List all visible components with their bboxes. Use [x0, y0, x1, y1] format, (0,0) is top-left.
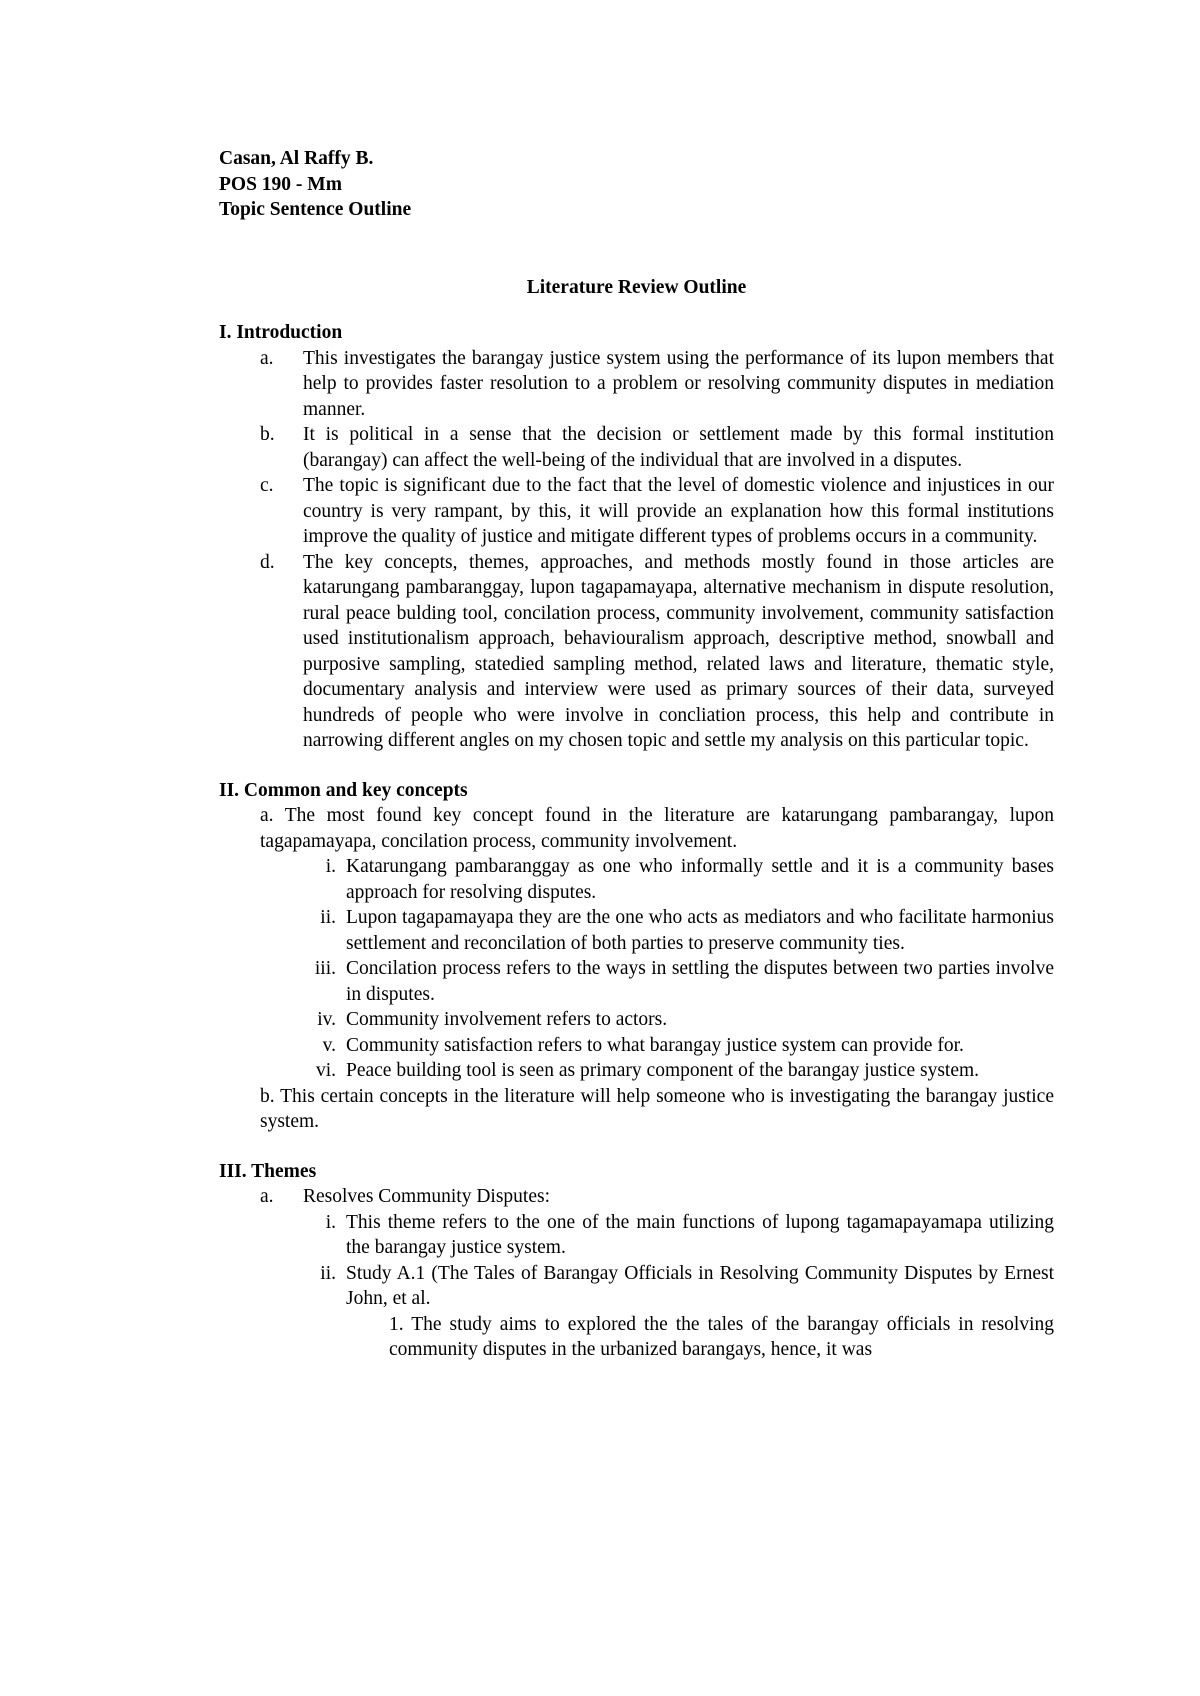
list-item [219, 1210, 1054, 1261]
document-type: Topic Sentence Outline [219, 199, 412, 220]
list-marker: iv. [317, 1009, 336, 1030]
list-marker: v. [322, 1034, 336, 1056]
list-item-text: Lupon tagapamayapa they are the one who acts as mediators and who facilitate harmonius settlement and reconcilation of both parties to preserve community ties. [346, 907, 1054, 954]
list-marker: c. [260, 475, 274, 496]
list-marker: vi. [315, 1060, 336, 1081]
list-marker: b. [260, 424, 275, 445]
list-item [219, 550, 1054, 754]
list-item [219, 473, 1054, 550]
list-item-text: The key concepts, themes, approaches, and methods mostly found in those articles are katarungang pambaranggay, lupon tagapamayapa, alternative mechanism in dispute resolution, rural peace bulding tool, concilation process, community involvement, community satisfaction used institutionalism approach, behaviouralism approach, descriptive method, snowball and purposive sampling, statedied sampling method, related laws and literature, thematic style, documentary analysis and interview were used as primary sources of their data, surveyed hundreds of people who were involve in concliation process, this help and contribute in narrowing different angles on my chosen topic and settle my analysis on this particular topic. [303, 551, 1054, 751]
numbered-item: 1. The study aims to explored the the tales of the barangay officials in resolving community disputes in the urbanized barangays, hence, it was [389, 1313, 1054, 1360]
list-item [219, 422, 1054, 473]
list-item [219, 956, 1054, 1007]
list-item-text: Peace building tool is seen as primary component of the barangay justice system. [346, 1060, 980, 1081]
document-body [219, 146, 1054, 1363]
list-item-text: Resolves Community Disputes: [303, 1186, 551, 1207]
list-item [219, 1184, 1054, 1210]
list-item [219, 905, 1054, 956]
section-heading-key-concepts: II. Common and key concepts [219, 779, 468, 801]
themes-list [219, 1210, 1054, 1312]
list-item [219, 1033, 1054, 1059]
list-item-text: Study A.1 (The Tales of Barangay Officials in Resolving Community Disputes by Ernest John, et al. [346, 1262, 1054, 1309]
list-item-text: This theme refers to the one of the main functions of lupong tagamapayamapa utilizing the barangay justice system. [346, 1211, 1054, 1258]
list-item-text: It is political in a sense that the decision or settlement made by this formal institution (barangay) can affect the well-being of the individual that are involved in a disputes. [303, 424, 1054, 471]
list-item [219, 1261, 1054, 1312]
list-marker: iii. [314, 958, 336, 979]
list-marker: i. [325, 1211, 336, 1233]
introduction-list [219, 346, 1054, 754]
list-marker: a. [260, 1186, 274, 1207]
list-item-text: Community involvement refers to actors. [346, 1009, 668, 1030]
author-name: Casan, Al Raffy B. [219, 148, 374, 169]
list-item-text: Katarungang pambaranggay as one who informally settle and it is a community bases approach for resolving disputes. [346, 856, 1054, 903]
key-concepts-list [219, 854, 1054, 1084]
section-heading-introduction: I. Introduction [219, 322, 343, 343]
key-concepts-paragraph-b: b. This certain concepts in the literature will help someone who is investigating the barangay justice system. [260, 1085, 1054, 1132]
list-item [219, 1007, 1054, 1033]
page-title: Literature Review Outline [526, 276, 747, 298]
course-code: POS 190 - Mm [219, 173, 342, 195]
list-item-text: Concilation process refers to the ways in settling the disputes between two parties involve in disputes. [346, 958, 1054, 1005]
key-concepts-paragraph-a: a. The most found key concept found in the literature are katarungang pambarangay, lupon tagapamayapa, concilation process, community involvement. [260, 805, 1054, 852]
list-item [219, 854, 1054, 905]
list-marker: d. [260, 551, 275, 573]
list-item-text: This investigates the barangay justice system using the performance of its lupon members that help to provides faster resolution to a problem or resolving community disputes in mediation manner. [303, 347, 1054, 420]
list-item [219, 346, 1054, 423]
list-marker: ii. [320, 907, 336, 928]
list-item-text: Community satisfaction refers to what barangay justice system can provide for. [346, 1034, 964, 1056]
section-heading-themes: III. Themes [219, 1160, 317, 1182]
list-marker: i. [325, 856, 336, 877]
list-item [219, 1058, 1054, 1084]
list-item-text: The topic is significant due to the fact that the level of domestic violence and injustices in our country is very rampant, by this, it will provide an explanation how this formal institutions improve the quality of justice and mitigate different types of problems occurs in a community. [303, 475, 1054, 547]
list-marker: a. [260, 347, 274, 369]
list-marker: ii. [320, 1262, 336, 1284]
